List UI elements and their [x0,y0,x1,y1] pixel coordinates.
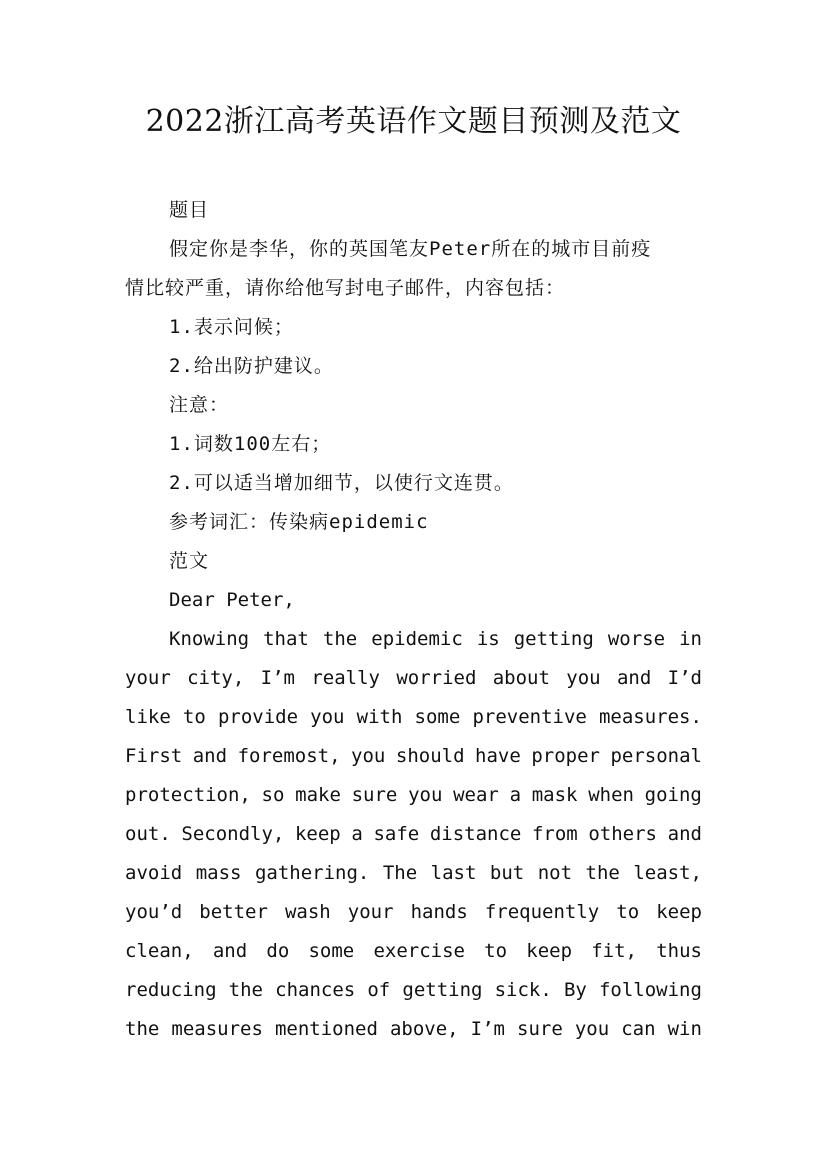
document-body [125,191,702,1049]
document-title: 2022浙江高考英语作文题目预测及范文 [145,104,682,139]
essay-line: the measures mentioned above, I’m sure you can win [125,1018,702,1040]
essay-line: First and foremost, you should have proper personal [125,745,702,767]
requirement-1: 1.表示问候； [169,316,294,338]
essay-line: avoid mass gathering. The last but not the least, [125,862,702,884]
requirement-2: 2.给出防护建议。 [169,355,334,377]
notes-label: 注意： [169,394,230,416]
essay-line: your city, I’m really worried about you and I’d [125,667,702,689]
sample-heading: 范文 [169,550,210,572]
essay-line: out. Secondly, keep a safe distance from others and [125,823,702,845]
essay-line: you’d better wash your hands frequently to keep [125,901,702,923]
salutation: Dear Peter, [169,589,295,611]
prompt-line-1: 假定你是李华，你的英国笔友Peter所在的城市目前疫 [169,238,652,260]
essay-line: like to provide you with some preventive measures. [125,706,702,728]
topic-heading: 题目 [169,199,210,221]
vocab-reference: 参考词汇：传染病epidemic [169,511,429,533]
note-1: 1.词数100左右； [169,433,332,455]
prompt-line-2: 情比较严重，请你给他写封电子邮件，内容包括： [125,277,566,299]
essay-line: Knowing that the epidemic is getting worse in [169,628,702,650]
essay-line: protection, so make sure you wear a mask when going [125,784,702,806]
essay-paragraph [125,620,702,1049]
note-2: 2.可以适当增加细节，以使行文连贯。 [169,472,514,494]
essay-line: clean, and do some exercise to keep fit, thus [125,940,702,962]
essay-line: reducing the chances of getting sick. By following [125,979,702,1001]
